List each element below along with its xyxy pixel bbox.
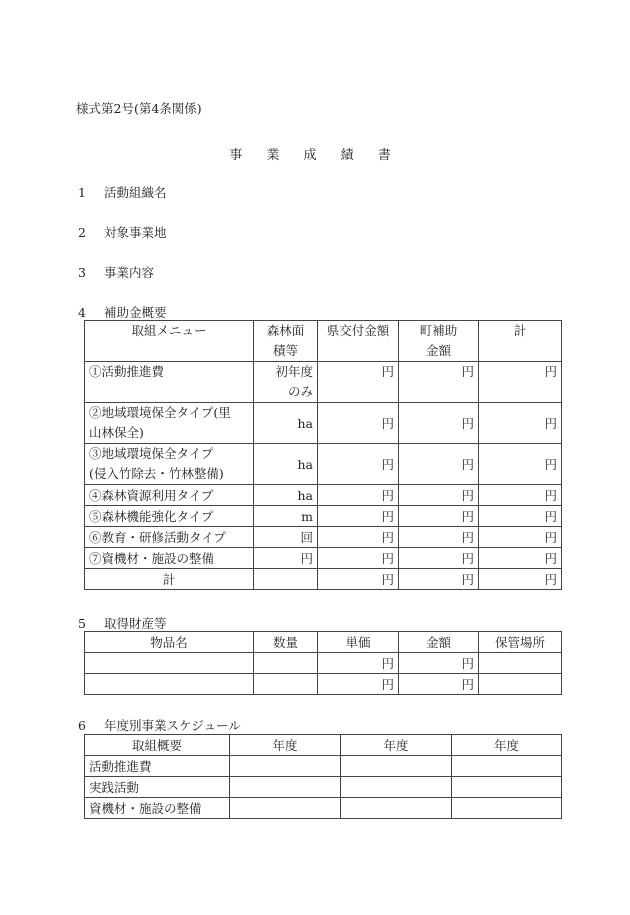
header-year-2: 年度 <box>341 735 452 756</box>
total-cell: 円 <box>479 444 562 485</box>
town-amount-cell: 円 <box>399 548 479 569</box>
town-amount-cell: 円 <box>399 527 479 548</box>
header-area-line2: 積等 <box>272 343 298 358</box>
total-cell: 円 <box>479 485 562 506</box>
section-2-heading <box>78 223 167 241</box>
town-amount-cell: 円 <box>399 485 479 506</box>
pref-amount-cell: 円 <box>318 444 399 485</box>
table-row <box>85 362 562 403</box>
section-number: 3 <box>78 265 86 280</box>
pref-amount-cell: 円 <box>318 548 399 569</box>
section-label: 事業内容 <box>104 265 155 280</box>
overview-cell: 活動推進費 <box>85 756 230 777</box>
year-cell <box>341 777 452 798</box>
header-year-3: 年度 <box>452 735 562 756</box>
unit-cell <box>254 569 318 590</box>
total-cell: 円 <box>479 569 562 590</box>
menu-cell: ⑥教育・研修活動タイプ <box>85 527 254 548</box>
total-cell: 円 <box>479 527 562 548</box>
pref-amount-cell: 円 <box>318 527 399 548</box>
pref-amount-cell: 円 <box>318 485 399 506</box>
total-cell: 円 <box>479 403 562 444</box>
overview-cell: 実践活動 <box>85 777 230 798</box>
amount-cell: 円 <box>399 674 479 695</box>
unit-cell: ha <box>254 444 318 485</box>
section-3-heading <box>78 263 154 281</box>
table-header-row <box>85 735 562 756</box>
header-area-line1: 森林面 <box>266 323 305 338</box>
section-label: 補助金概要 <box>104 305 167 320</box>
section-number: 4 <box>78 305 86 320</box>
section-label: 活動組織名 <box>104 185 167 200</box>
header-pref-amount: 県交付金額 <box>318 321 399 362</box>
storage-location-cell <box>479 653 562 674</box>
header-town-amount <box>399 321 479 362</box>
total-label-cell: 計 <box>85 569 254 590</box>
header-total: 計 <box>479 321 562 362</box>
section-label: 取得財産等 <box>104 616 167 631</box>
header-overview: 取組概要 <box>85 735 230 756</box>
storage-location-cell <box>479 674 562 695</box>
header-storage-location: 保管場所 <box>479 632 562 653</box>
property-table <box>84 631 562 695</box>
section-4-heading <box>78 303 167 321</box>
menu-cell <box>85 444 254 485</box>
town-amount-cell: 円 <box>399 506 479 527</box>
table-row <box>85 674 562 695</box>
year-cell <box>230 756 341 777</box>
header-menu: 取組メニュー <box>85 321 254 362</box>
menu-line2: 山林保全) <box>89 425 144 440</box>
town-amount-cell: 円 <box>399 569 479 590</box>
table-row <box>85 798 562 819</box>
section-label: 年度別事業スケジュール <box>104 718 241 733</box>
menu-line1: ③地域環境保全タイプ <box>89 446 214 461</box>
header-amount: 金額 <box>399 632 479 653</box>
section-5-heading <box>78 614 167 632</box>
table-row <box>85 403 562 444</box>
town-amount-cell: 円 <box>399 362 479 403</box>
pref-amount-cell: 円 <box>318 506 399 527</box>
quantity-cell <box>254 653 318 674</box>
header-town-line2: 金額 <box>425 343 451 358</box>
unit-cell: m <box>254 506 318 527</box>
amount-cell: 円 <box>399 653 479 674</box>
table-header-row <box>85 321 562 362</box>
section-number: 1 <box>78 185 86 200</box>
table-row <box>85 777 562 798</box>
table-row <box>85 444 562 485</box>
town-amount-cell: 円 <box>399 403 479 444</box>
unit-line1: 初年度 <box>275 364 313 379</box>
pref-amount-cell: 円 <box>318 403 399 444</box>
menu-cell: ④森林資源利用タイプ <box>85 485 254 506</box>
unit-cell: ha <box>254 403 318 444</box>
unit-cell: ha <box>254 485 318 506</box>
menu-cell: ⑦資機材・施設の整備 <box>85 548 254 569</box>
form-number: 様式第2号(第4条関係) <box>76 101 202 116</box>
menu-line1: ②地域環境保全タイプ(里 <box>89 405 231 420</box>
year-cell <box>452 798 562 819</box>
overview-cell: 資機材・施設の整備 <box>85 798 230 819</box>
header-item-name: 物品名 <box>85 632 254 653</box>
subsidy-table <box>84 320 562 590</box>
menu-line2: (侵入竹除去・竹林整備) <box>89 466 224 481</box>
total-cell: 円 <box>479 506 562 527</box>
year-cell <box>452 777 562 798</box>
item-name-cell <box>85 653 254 674</box>
pref-amount-cell: 円 <box>318 362 399 403</box>
total-cell: 円 <box>479 548 562 569</box>
section-label: 対象事業地 <box>104 225 167 240</box>
section-number: 6 <box>78 718 86 733</box>
total-cell: 円 <box>479 362 562 403</box>
pref-amount-cell: 円 <box>318 569 399 590</box>
schedule-table <box>84 734 562 819</box>
section-1-heading <box>78 183 167 201</box>
item-name-cell <box>85 674 254 695</box>
quantity-cell <box>254 674 318 695</box>
header-town-line1: 町補助 <box>419 323 458 338</box>
section-number: 5 <box>78 616 86 631</box>
unit-price-cell: 円 <box>318 653 399 674</box>
header-unit-price: 単価 <box>318 632 399 653</box>
table-row <box>85 527 562 548</box>
menu-cell: ①活動推進費 <box>85 362 254 403</box>
section-number: 2 <box>78 225 86 240</box>
table-header-row <box>85 632 562 653</box>
unit-cell: 円 <box>254 548 318 569</box>
document-title: 事 業 成 績 書 <box>229 148 401 163</box>
section-6-heading <box>78 716 241 734</box>
menu-cell <box>85 403 254 444</box>
year-cell <box>230 777 341 798</box>
table-row <box>85 653 562 674</box>
unit-price-cell: 円 <box>318 674 399 695</box>
header-quantity: 数量 <box>254 632 318 653</box>
town-amount-cell: 円 <box>399 444 479 485</box>
header-area <box>254 321 318 362</box>
table-row <box>85 548 562 569</box>
year-cell <box>452 756 562 777</box>
unit-cell <box>254 362 318 403</box>
unit-line2: のみ <box>287 384 313 399</box>
year-cell <box>341 756 452 777</box>
year-cell <box>341 798 452 819</box>
unit-cell: 回 <box>254 527 318 548</box>
table-row <box>85 506 562 527</box>
menu-cell: ⑤森林機能強化タイプ <box>85 506 254 527</box>
table-row <box>85 756 562 777</box>
year-cell <box>230 798 341 819</box>
table-row <box>85 485 562 506</box>
header-year-1: 年度 <box>230 735 341 756</box>
table-total-row <box>85 569 562 590</box>
